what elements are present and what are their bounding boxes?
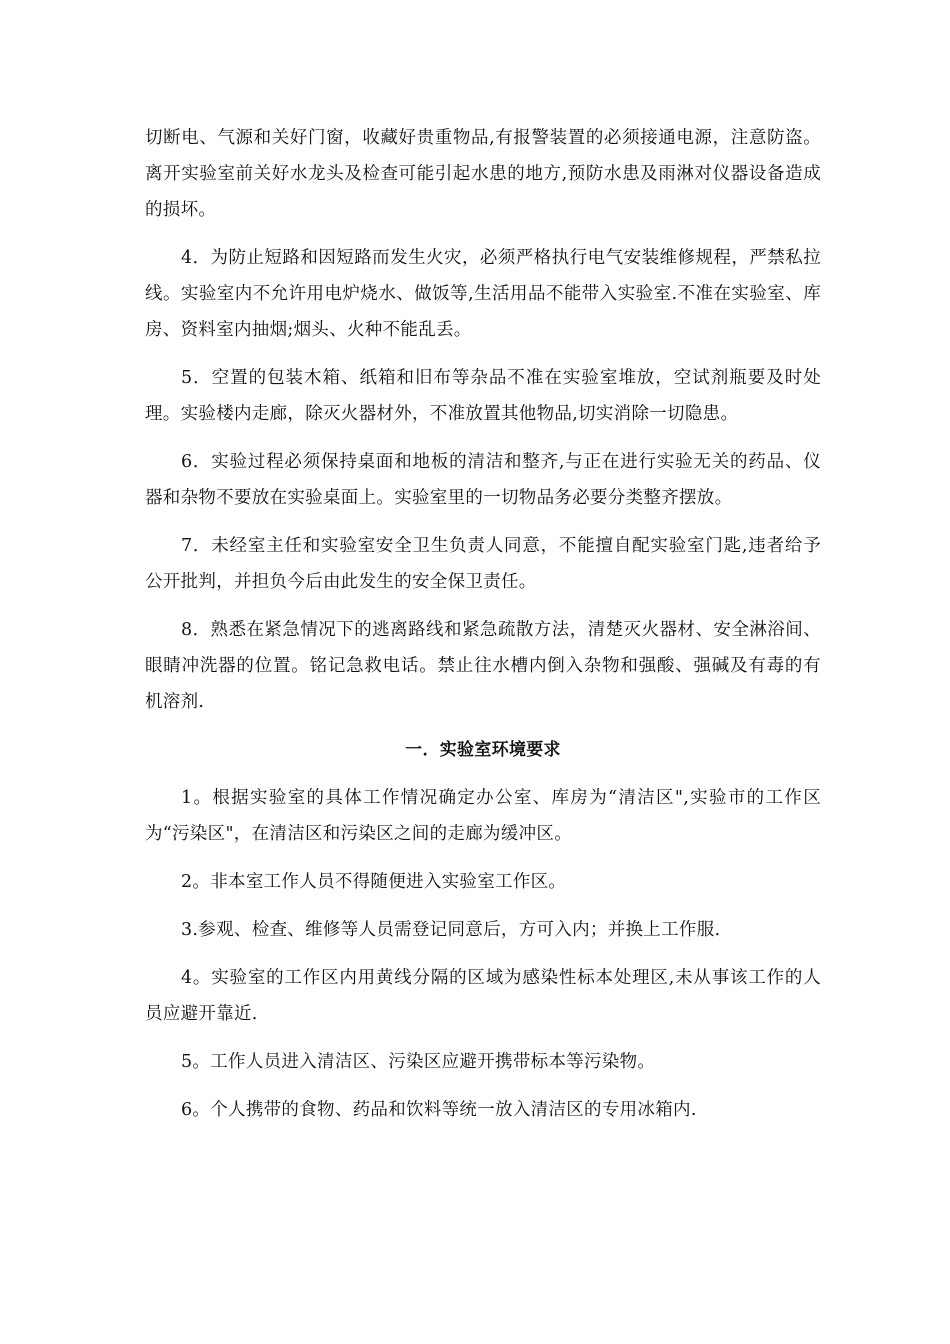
environment-item-5: 5。工作人员进入清洁区、污染区应避开携带标本等污染物。 xyxy=(181,1052,656,1072)
rule-item-8: 8．熟悉在紧急情况下的逃离路线和紧急疏散方法，清楚灭火器材、安全淋浴间、眼睛冲洗器的位置。铭记急救电话。禁止往水槽内倒入杂物和强酸、强碱及有毒的有机溶剂. xyxy=(145,620,821,712)
rule-item-4: 4．为防止短路和因短路而发生火灾，必须严格执行电气安装维修规程，严禁私拉线。实验室内不允许用电炉烧水、做饭等,生活用品不能带入实验室.不准在实验室、库房、资料室内抽烟;烟头、火种不能乱丢。 xyxy=(145,248,821,340)
rule-item-6: 6．实验过程必须保持桌面和地板的清洁和整齐,与正在进行实验无关的药品、仪器和杂物不要放在实验桌面上。实验室里的一切物品务必要分类整齐摆放。 xyxy=(145,452,821,508)
environment-item-2: 2。非本室工作人员不得随便进入实验室工作区。 xyxy=(181,872,567,892)
environment-item-4: 4。实验室的工作区内用黄线分隔的区域为感染性标本处理区,未从事该工作的人员应避开靠近. xyxy=(145,968,821,1024)
environment-item-1: 1。根据实验室的具体工作情况确定办公室、库房为“清洁区",实验市的工作区为“污染区"，在清洁区和污染区之间的走廊为缓冲区。 xyxy=(145,788,821,844)
document-body xyxy=(145,120,821,1140)
environment-item-3: 3.参观、检查、维修等人员需登记同意后，方可入内；并换上工作服. xyxy=(181,920,721,940)
section-heading: 一．实验室环境要求 xyxy=(405,740,561,760)
rule-item-7: 7．未经室主任和实验室安全卫生负责人同意，不能擅自配实验室门匙,违者给予公开批判，并担负今后由此发生的安全保卫责任。 xyxy=(145,536,821,592)
rule-item-5: 5．空置的包装木箱、纸箱和旧布等杂品不准在实验室堆放，空试剂瓶要及时处理。实验楼内走廊，除灭火器材外，不准放置其他物品,切实消除一切隐患。 xyxy=(145,368,821,424)
continuation-paragraph: 切断电、气源和关好门窗，收藏好贵重物品,有报警装置的必须接通电源，注意防盗。离开实验室前关好水龙头及检查可能引起水患的地方,预防水患及雨淋对仪器设备造成的损坏。 xyxy=(145,128,821,220)
environment-item-6: 6。个人携带的食物、药品和饮料等统一放入清洁区的专用冰箱内. xyxy=(181,1100,697,1120)
